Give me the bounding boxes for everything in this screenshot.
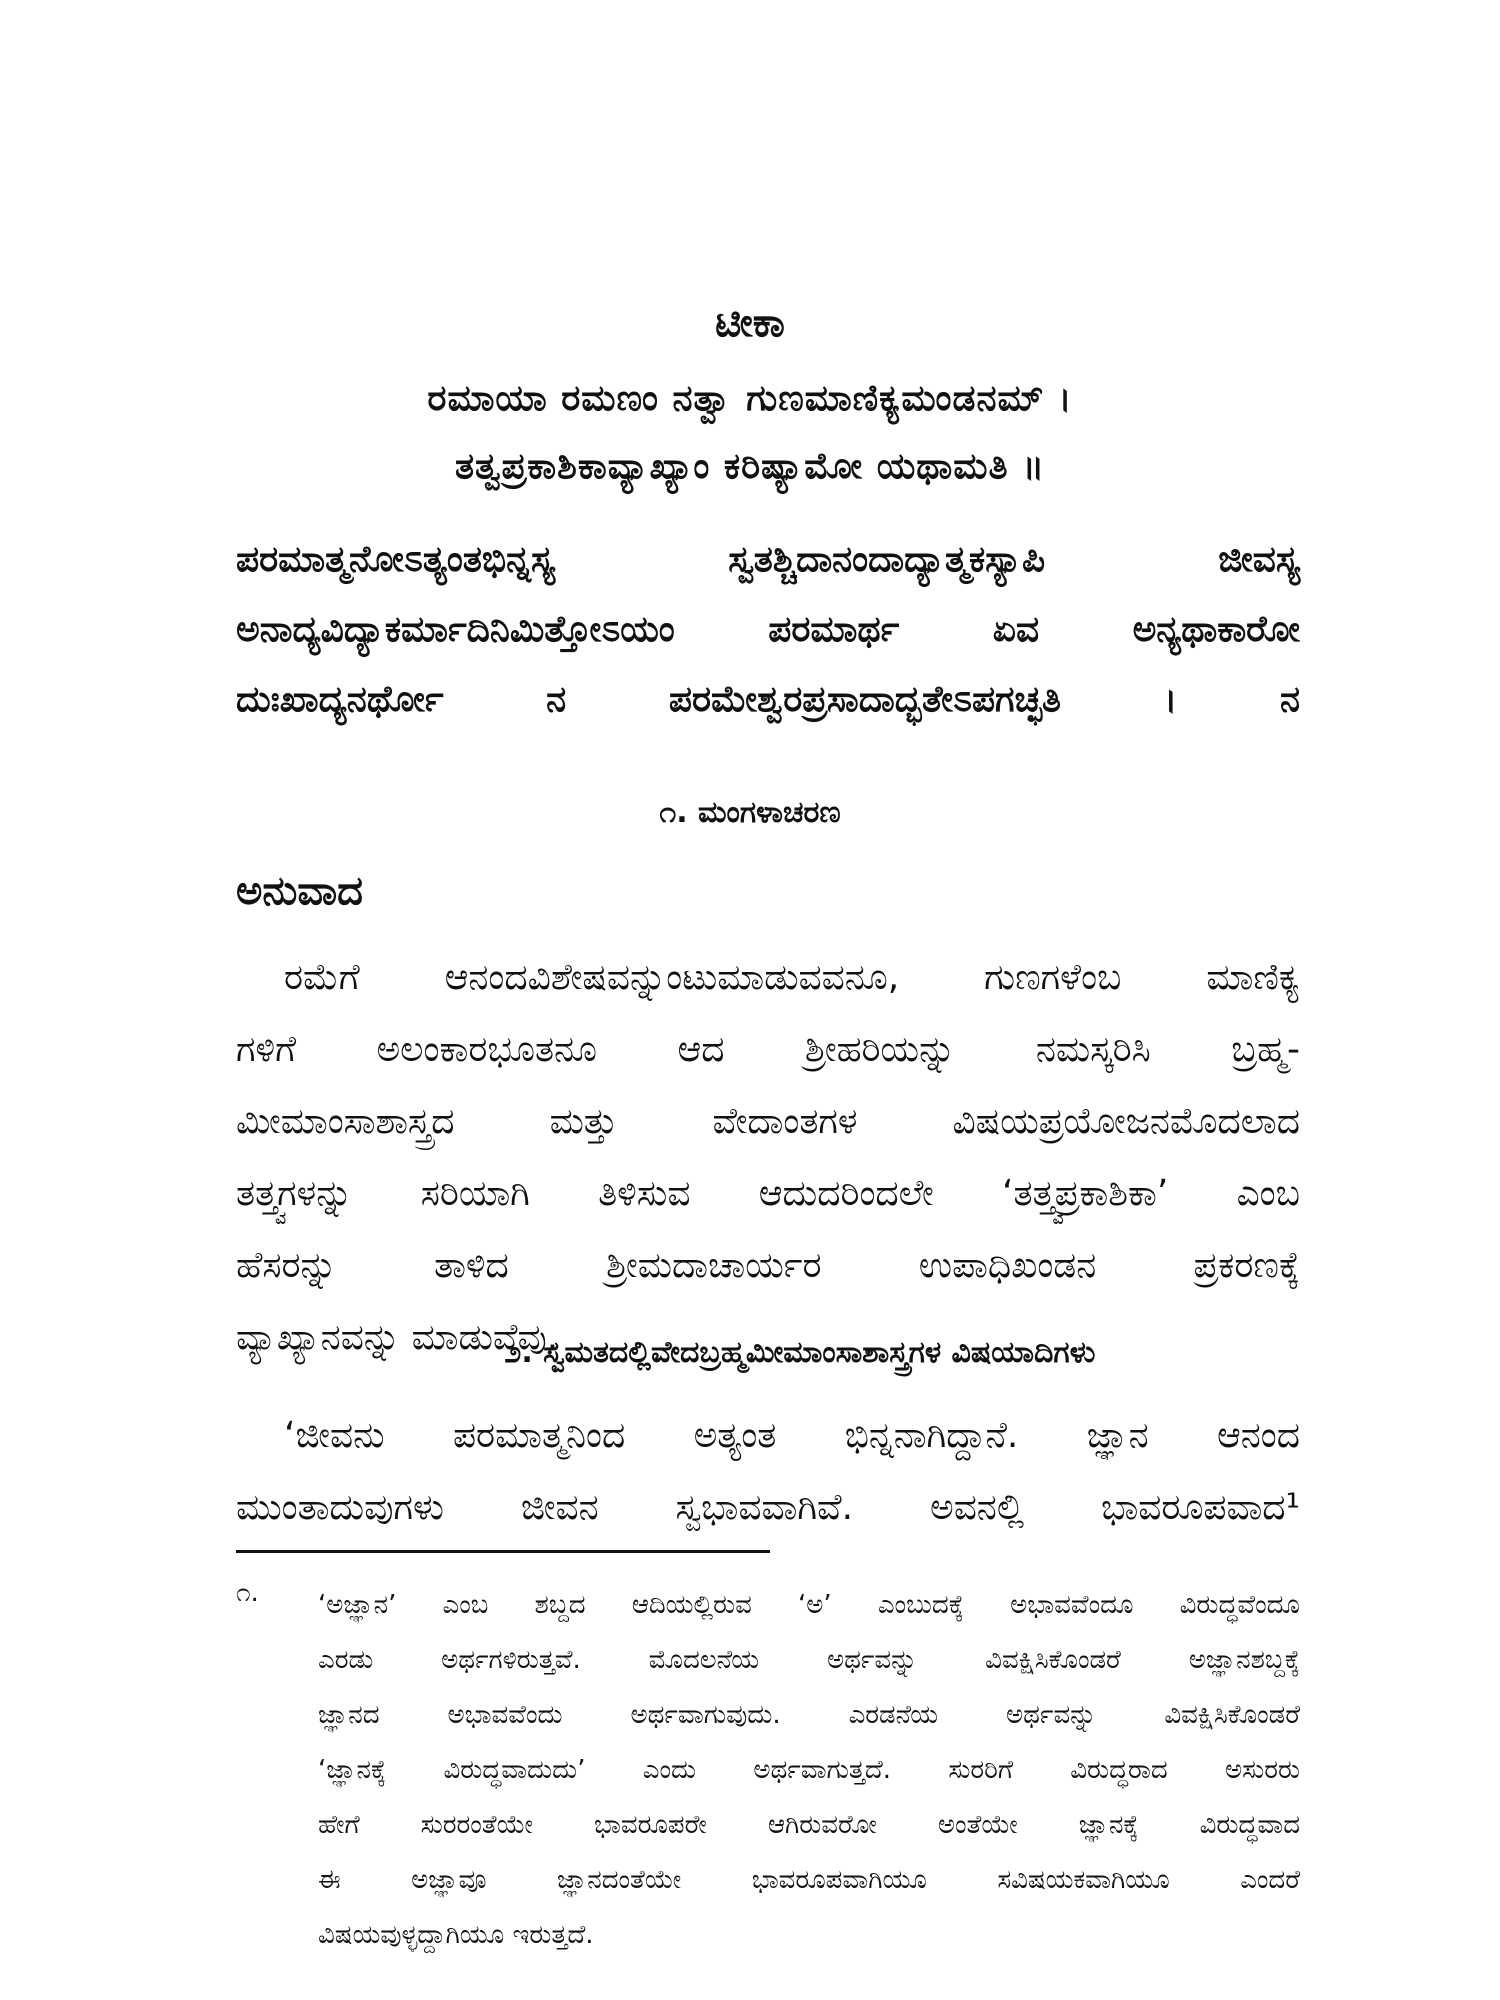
footnote-rule: [236, 1550, 770, 1553]
footnote-line: ಈ ಅಜ್ಞಾವೂ ಜ್ಞಾನದಂತೆಯೇ ಭಾವರೂಪವಾಗಿಯೂ ಸವಿಷಯಕವಾಗಿಯೂ ಎಂದರೆ: [318, 1865, 1300, 1895]
footnote-line: ವಿಷಯವುಳ್ಳದ್ದಾಗಿಯೂ ಇರುತ್ತದೆ.: [318, 1920, 594, 1950]
footnote-line: ಹೇಗೆ ಸುರರಂತೆಯೇ ಭಾವರೂಪರೇ ಆಗಿರುವರೋ ಅಂತೆಯೇ ಜ್ಞಾನಕ್ಕೆ ವಿರುದ್ಧವಾದ: [318, 1810, 1300, 1840]
commentary-line: ದುಃಖಾದ್ಯನರ್ಥೋ ನ ಪರಮೇಶ್ವರಪ್ರಸಾದಾದ್ಭತೇಽಪಗಚ್ಛತಿ । ನ: [236, 679, 1300, 720]
anuvada-label: ಅನುವಾದ: [236, 868, 363, 914]
footnote-line: ಜ್ಞಾನದ ಅಭಾವವೆಂದು ಅರ್ಥವಾಗುವುದು. ಎರಡನೆಯ ಅರ್ಥವನ್ನು ವಿವಕ್ಷಿಸಿಕೊಂಡರೆ: [318, 1700, 1300, 1730]
section-heading-2: ೨. ಸ್ವಮತದಲ್ಲಿವೇದಬ್ರಹ್ಮಮೀಮಾಂಸಾಶಾಸ್ತ್ರಗಳ ವಿಷಯಾದಿಗಳು: [504, 1335, 1096, 1370]
commentary-line: ಅನಾದ್ಯವಿದ್ಯಾಕರ್ಮಾದಿನಿಮಿತ್ತೋಽಯಂ ಪರಮಾರ್ಥ ಏವ ಅನ್ಯಥಾಕಾರೋ: [236, 609, 1300, 650]
paragraph-line: ವ್ಯಾಖ್ಯಾನವನ್ನು ಮಾಡುವೆವು.: [236, 1317, 559, 1358]
paragraph-line: ‘ಜೀವನು ಪರಮಾತ್ಮನಿಂದ ಅತ್ಯಂತ ಭಿನ್ನನಾಗಿದ್ದಾನೆ. ಜ್ಞಾನ ಆನಂದ: [284, 1415, 1300, 1456]
commentary-line: ಪರಮಾತ್ಮನೋಽತ್ಯಂತಭಿನ್ನಸ್ಯ ಸ್ವತಶ್ಚಿದಾನಂದಾದ್ಯಾತ್ಮಕಸ್ಯಾಪಿ ಜೀವಸ್ಯ: [236, 539, 1300, 580]
section-heading-1: ೧. ಮಂಗಳಾಚರಣ: [659, 795, 841, 830]
footnote-line: ‘ಅಜ್ಞಾನ’ ಎಂಬ ಶಬ್ದದ ಆದಿಯಲ್ಲಿರುವ ‘ಅ’ ಎಂಬುದಕ್ಕೆ ಅಭಾವವೆಂದೂ ವಿರುದ್ಧವೆಂದೂ: [318, 1590, 1300, 1620]
footnote-line: ‘ಜ್ಞಾನಕ್ಕೆ ವಿರುದ್ಧವಾದುದು’ ಎಂದು ಅರ್ಥವಾಗುತ್ತದೆ. ಸುರರಿಗೆ ವಿರುದ್ಧರಾದ ಅಸುರರು: [318, 1755, 1300, 1785]
footnote-line: ಎರಡು ಅರ್ಥಗಳಿರುತ್ತವೆ. ಮೊದಲನೆಯ ಅರ್ಥವನ್ನು ವಿವಕ್ಷಿಸಿಕೊಂಡರೆ ಅಜ್ಞಾನಶಬ್ದಕ್ಕೆ: [318, 1645, 1300, 1675]
paragraph-line: ರಮೆಗೆ ಆನಂದವಿಶೇಷವನ್ನುಂಟುಮಾಡುವವನೂ, ಗುಣಗಳೆಂಬ ಮಾಣಿಕ್ಯ: [284, 957, 1300, 998]
tika-heading: ಟೀಕಾ: [715, 300, 785, 346]
footnote-number: ೧.: [236, 1578, 259, 1608]
footnote-text: [318, 1578, 1300, 1963]
translation-paragraph: [236, 942, 1300, 1374]
paragraph-line: ಮುಂತಾದುವುಗಳು ಜೀವನ ಸ್ವಭಾವವಾಗಿವೆ. ಅವನಲ್ಲಿ ಭಾವರೂಪವಾದ¹: [236, 1487, 1300, 1528]
verse-line-1: ರಮಾಯಾ ರಮಣಂ ನತ್ವಾ ಗುಣಮಾಣಿಕ್ಯಮಂಡನಮ್ ।: [427, 378, 1073, 419]
paragraph-line: ತತ್ತ್ವಗಳನ್ನು ಸರಿಯಾಗಿ ತಿಳಿಸುವ ಆದುದರಿಂದಲೇ ‘ತತ್ತ್ವಪ್ರಕಾಶಿಕಾ’ ಎಂಬ: [236, 1173, 1300, 1214]
paragraph-line: ಮೀಮಾಂಸಾಶಾಸ್ತ್ರದ ಮತ್ತು ವೇದಾಂತಗಳ ವಿಷಯಪ್ರಯೋಜನಮೊದಲಾದ: [236, 1101, 1300, 1142]
paragraph-line: ಗಳಿಗೆ ಅಲಂಕಾರಭೂತನೂ ಆದ ಶ್ರೀಹರಿಯನ್ನು ನಮಸ್ಕರಿಸಿ ಬ್ರಹ್ಮ-: [236, 1029, 1300, 1070]
verse-line-2: ತತ್ವಪ್ರಕಾಶಿಕಾವ್ಯಾಖ್ಯಾಂ ಕರಿಷ್ಯಾಮೋ ಯಥಾಮತಿ ॥: [454, 446, 1046, 487]
tika-commentary: [236, 525, 1300, 735]
paragraph-line: ಹೆಸರನ್ನು ತಾಳಿದ ಶ್ರೀಮದಾಚಾರ್ಯರ ಉಪಾಧಿಖಂಡನ ಪ್ರಕರಣಕ್ಕೆ: [236, 1245, 1300, 1286]
section2-paragraph: [236, 1400, 1300, 1544]
